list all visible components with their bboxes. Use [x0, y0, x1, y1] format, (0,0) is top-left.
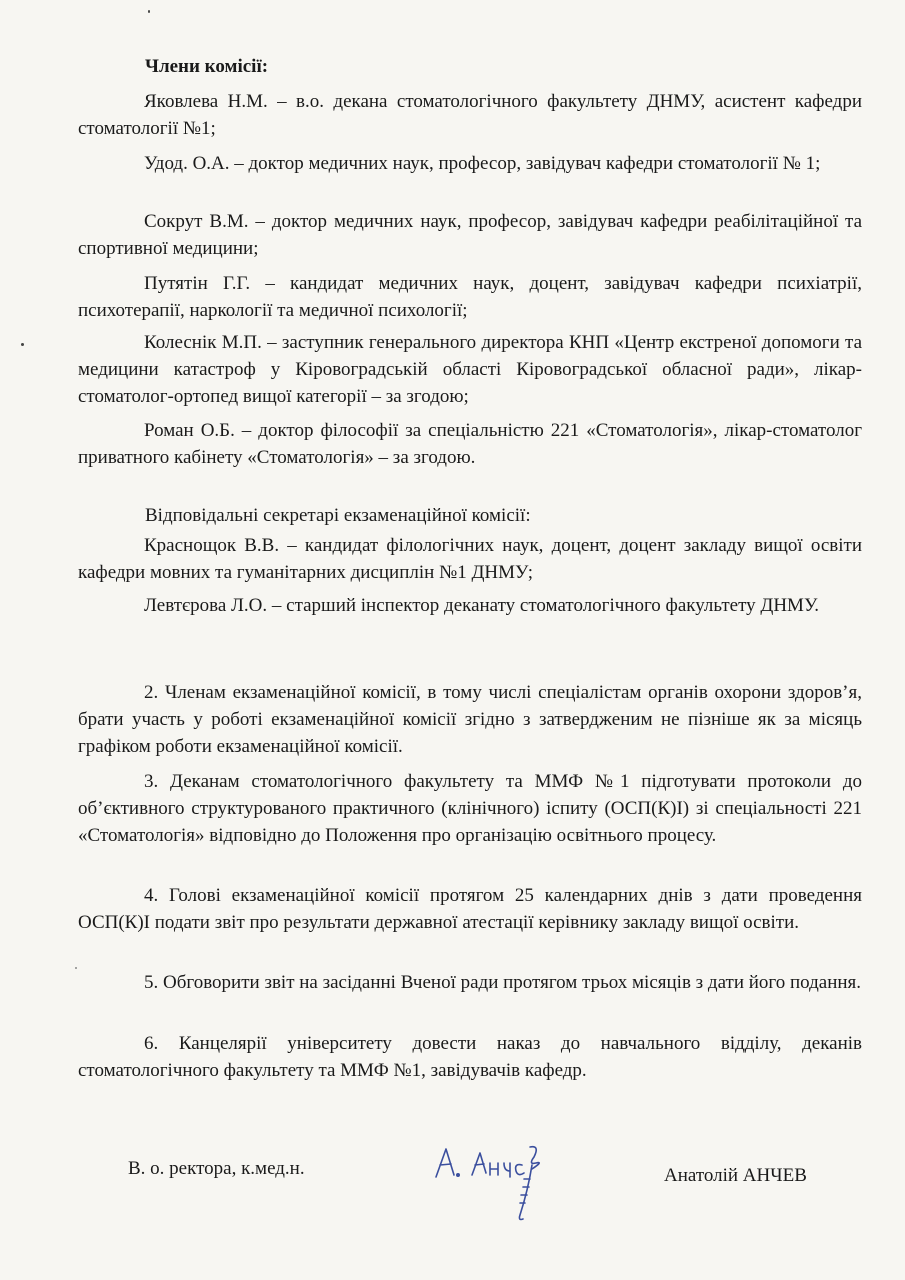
paper-speck [75, 967, 77, 969]
member-entry: Путятін Г.Г. – кандидат медичних наук, доцент, завідувач кафедри психіатрії, психотерапії, наркології та медичної психології; [78, 273, 862, 321]
secretary-entry: Краснощок В.В. – кандидат філологічних наук, доцент, доцент закладу вищої освіти кафедри мовних та гуманітарних дисциплін №1 ДНМУ; [78, 535, 862, 583]
signatory-title: В. о. ректора, к.мед.н. [128, 1158, 305, 1179]
order-item: 2. Членам екзаменаційної комісії, в тому числі спеціалістам органів охорони здоров’я, брати участь у роботі екзаменаційної комісії згідно з затвердженим не пізніше як за місяць графіком роботи екзаменаційної комісії. [78, 682, 862, 757]
members-heading: Члени комісії: [145, 56, 269, 77]
order-item: 4. Голові екзаменаційної комісії протягом 25 календарних днів з дати проведення ОСП(К)І подати звіт про результати державної атестації керівнику закладу вищої освіти. [78, 885, 862, 933]
handwritten-signature [428, 1135, 558, 1225]
order-item: 3. Деканам стоматологічного факультету та ММФ №1 підготувати протоколи до об’єктивного структурованого практичного (клінічного) іспиту (ОСП(К)І) зі спеціальності 221 «Стоматологія» відповідно до Положення про організацію освітнього процесу. [78, 771, 862, 846]
signatory-name: Анатолій АНЧЕВ [664, 1165, 807, 1186]
secretaries-heading: Відповідальні секретарі екзаменаційної комісії: [145, 505, 531, 526]
secretary-entry: Левтєрова Л.О. – старший інспектор деканату стоматологічного факультету ДНМУ. [144, 595, 820, 616]
paper-speck [148, 10, 150, 13]
order-item: 6. Канцелярії університету довести наказ до навчального відділу, деканів стоматологічного факультету та ММФ №1, завідувачів кафедр. [78, 1033, 862, 1081]
member-entry: Яковлева Н.М. – в.о. декана стоматологічного факультету ДНМУ, асистент кафедри стоматології №1; [78, 91, 862, 139]
order-item: 5. Обговорити звіт на засіданні Вченої ради протягом трьох місяців з дати його подання. [144, 972, 862, 993]
member-entry: Сокрут В.М. – доктор медичних наук, професор, завідувач кафедри реабілітаційної та спортивної медицини; [78, 211, 862, 259]
member-entry: Колеснік М.П. – заступник генерального директора КНП «Центр екстреної допомоги та медицини катастроф у Кіровоградській області Кіровоградської обласної ради», лікар-стоматолог-ортопед вищої категорії – за згодою; [78, 332, 862, 407]
member-entry: Роман О.Б. – доктор філософії за спеціальністю 221 «Стоматологія», лікар-стоматолог приватного кабінету «Стоматологія» – за згодою. [78, 420, 862, 468]
paper-speck [21, 343, 24, 346]
member-entry: Удод. О.А. – доктор медичних наук, професор, завідувач кафедри стоматології № 1; [144, 153, 821, 174]
